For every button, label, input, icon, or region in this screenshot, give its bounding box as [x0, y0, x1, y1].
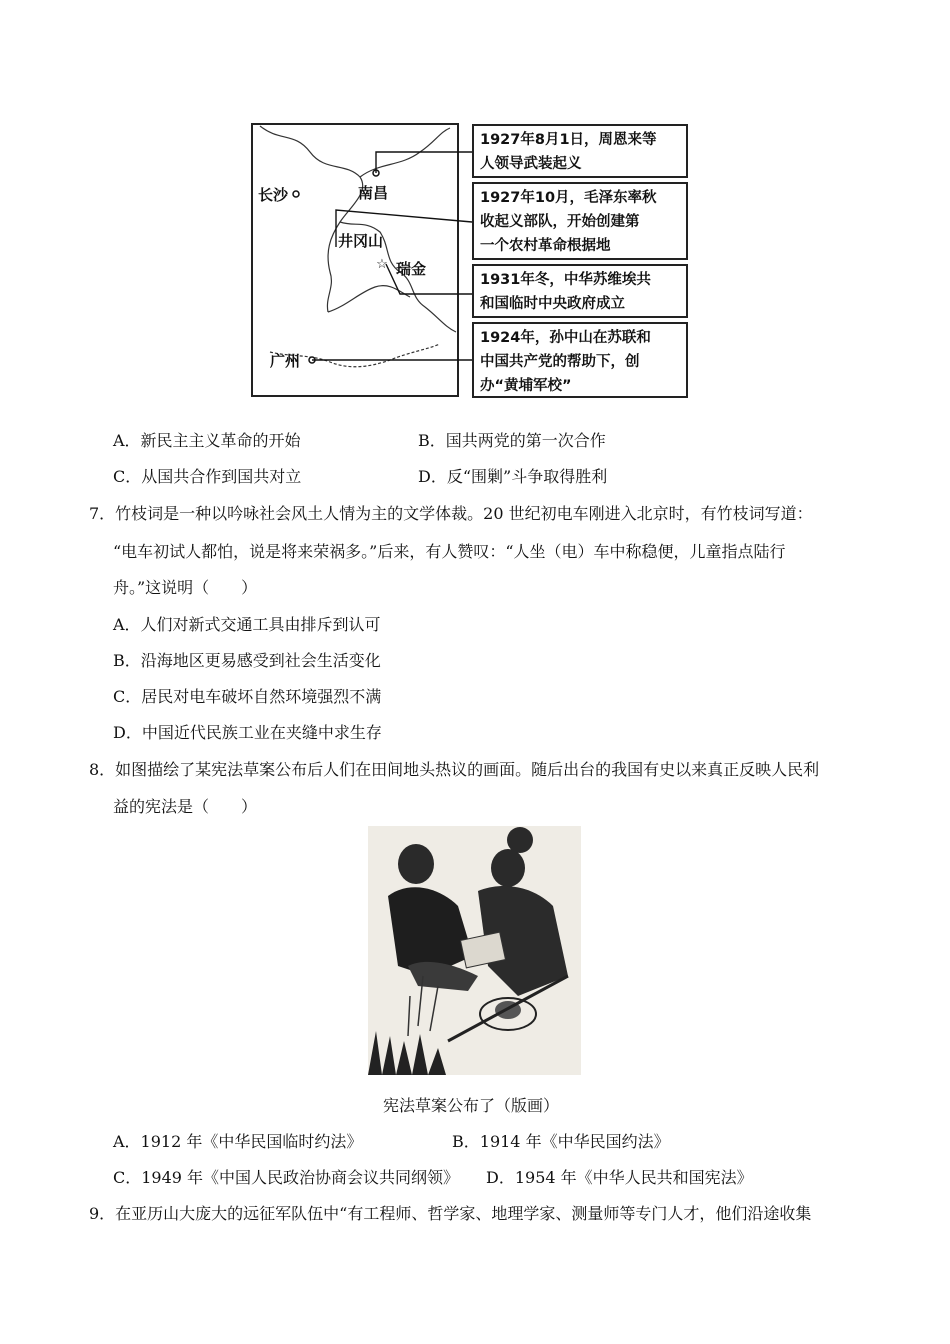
- q6-option-b: B．国共两党的第一次合作: [418, 431, 606, 450]
- revolution-map-figure: [250, 122, 690, 398]
- q9-stem-line-1: 9．在亚历山大庞大的远征军队伍中“有工程师、哲学家、地理学家、测量师等专门人才，他们沿途收集: [89, 1204, 812, 1223]
- label-nanchang: 南昌: [358, 184, 389, 202]
- event-1-line-2: 人领导武装起义: [480, 156, 582, 172]
- event-4-line-2: 中国共产党的帮助下，创: [480, 354, 640, 370]
- q8-stem-line-2: 益的宪法是（ ）: [113, 797, 258, 816]
- figure-head-middle: [491, 849, 525, 887]
- label-guangzhou: 广州: [270, 352, 301, 370]
- q8-figure-caption: 宪法草案公布了（版画）: [383, 1096, 560, 1115]
- woodcut-print-svg: [368, 826, 581, 1075]
- q7-stem-line-1: 7．竹枝词是一种以吟咏社会风土人情为主的文学体裁。20 世纪初电车刚进入北京时，有竹枝词写道：: [89, 504, 813, 523]
- label-changsha: 长沙: [258, 186, 289, 204]
- q8-stem-line-1: 8．如图描绘了某宪法草案公布后人们在田间地头热议的画面。随后出台的我国有史以来真正反映人民利: [89, 760, 820, 779]
- label-jinggangshan: 井冈山: [338, 232, 384, 250]
- woodcut-print-image: [368, 826, 581, 1075]
- q7-option-d: D．中国近代民族工业在夹缝中求生存: [113, 723, 382, 742]
- q7-option-a: A．人们对新式交通工具由排斥到认可: [113, 615, 381, 634]
- event-4-line-1: 1924年，孙中山在苏联和: [480, 330, 651, 346]
- event-3-line-2: 和国临时中央政府成立: [480, 296, 625, 312]
- label-ruijin: 瑞金: [396, 260, 427, 278]
- event-2-line-1: 1927年10月，毛泽东率秋: [480, 190, 657, 206]
- event-1-line-1: 1927年8月1日，周恩来等: [480, 132, 657, 148]
- q7-stem-line-2: “电车初试人都怕，说是将来荣祸多。”后来，有人赞叹：“人坐（电）车中称稳便，儿童指点陆行: [113, 542, 786, 561]
- event-2-line-3: 一个农村革命根据地: [480, 238, 611, 254]
- figure-head-back: [507, 827, 533, 853]
- event-box-3: [472, 264, 688, 318]
- event-box-2: [472, 182, 688, 260]
- changsha-marker: [293, 191, 299, 197]
- q8-option-a: A．1912 年《中华民国临时约法》: [113, 1132, 363, 1151]
- figure-head-left: [398, 844, 434, 884]
- q6-option-d: D．反“围剿”斗争取得胜利: [418, 467, 608, 486]
- event-box-4: [472, 322, 688, 398]
- q8-option-c: C．1949 年《中国人民政治协商会议共同纲领》: [113, 1168, 460, 1187]
- q8-option-d: D．1954 年《中华人民共和国宪法》: [486, 1168, 753, 1187]
- event-4-line-3: 办“黄埔军校”: [480, 378, 572, 394]
- event-3-line-1: 1931年冬，中华苏维埃共: [480, 272, 651, 288]
- q7-option-c: C．居民对电车破坏自然环境强烈不满: [113, 687, 382, 706]
- event-box-1: [472, 124, 688, 178]
- q7-option-b: B．沿海地区更易感受到社会生活变化: [113, 651, 381, 670]
- q6-option-c: C．从国共合作到国共对立: [113, 467, 302, 486]
- q7-stem-line-3: 舟。”这说明（ ）: [113, 578, 258, 597]
- q8-option-b: B．1914 年《中华民国约法》: [452, 1132, 670, 1151]
- ruijin-star: ☆: [376, 257, 388, 272]
- event-2-line-2: 收起义部队，开始创建第: [480, 214, 640, 230]
- q6-option-a: A．新民主主义革命的开始: [113, 431, 301, 450]
